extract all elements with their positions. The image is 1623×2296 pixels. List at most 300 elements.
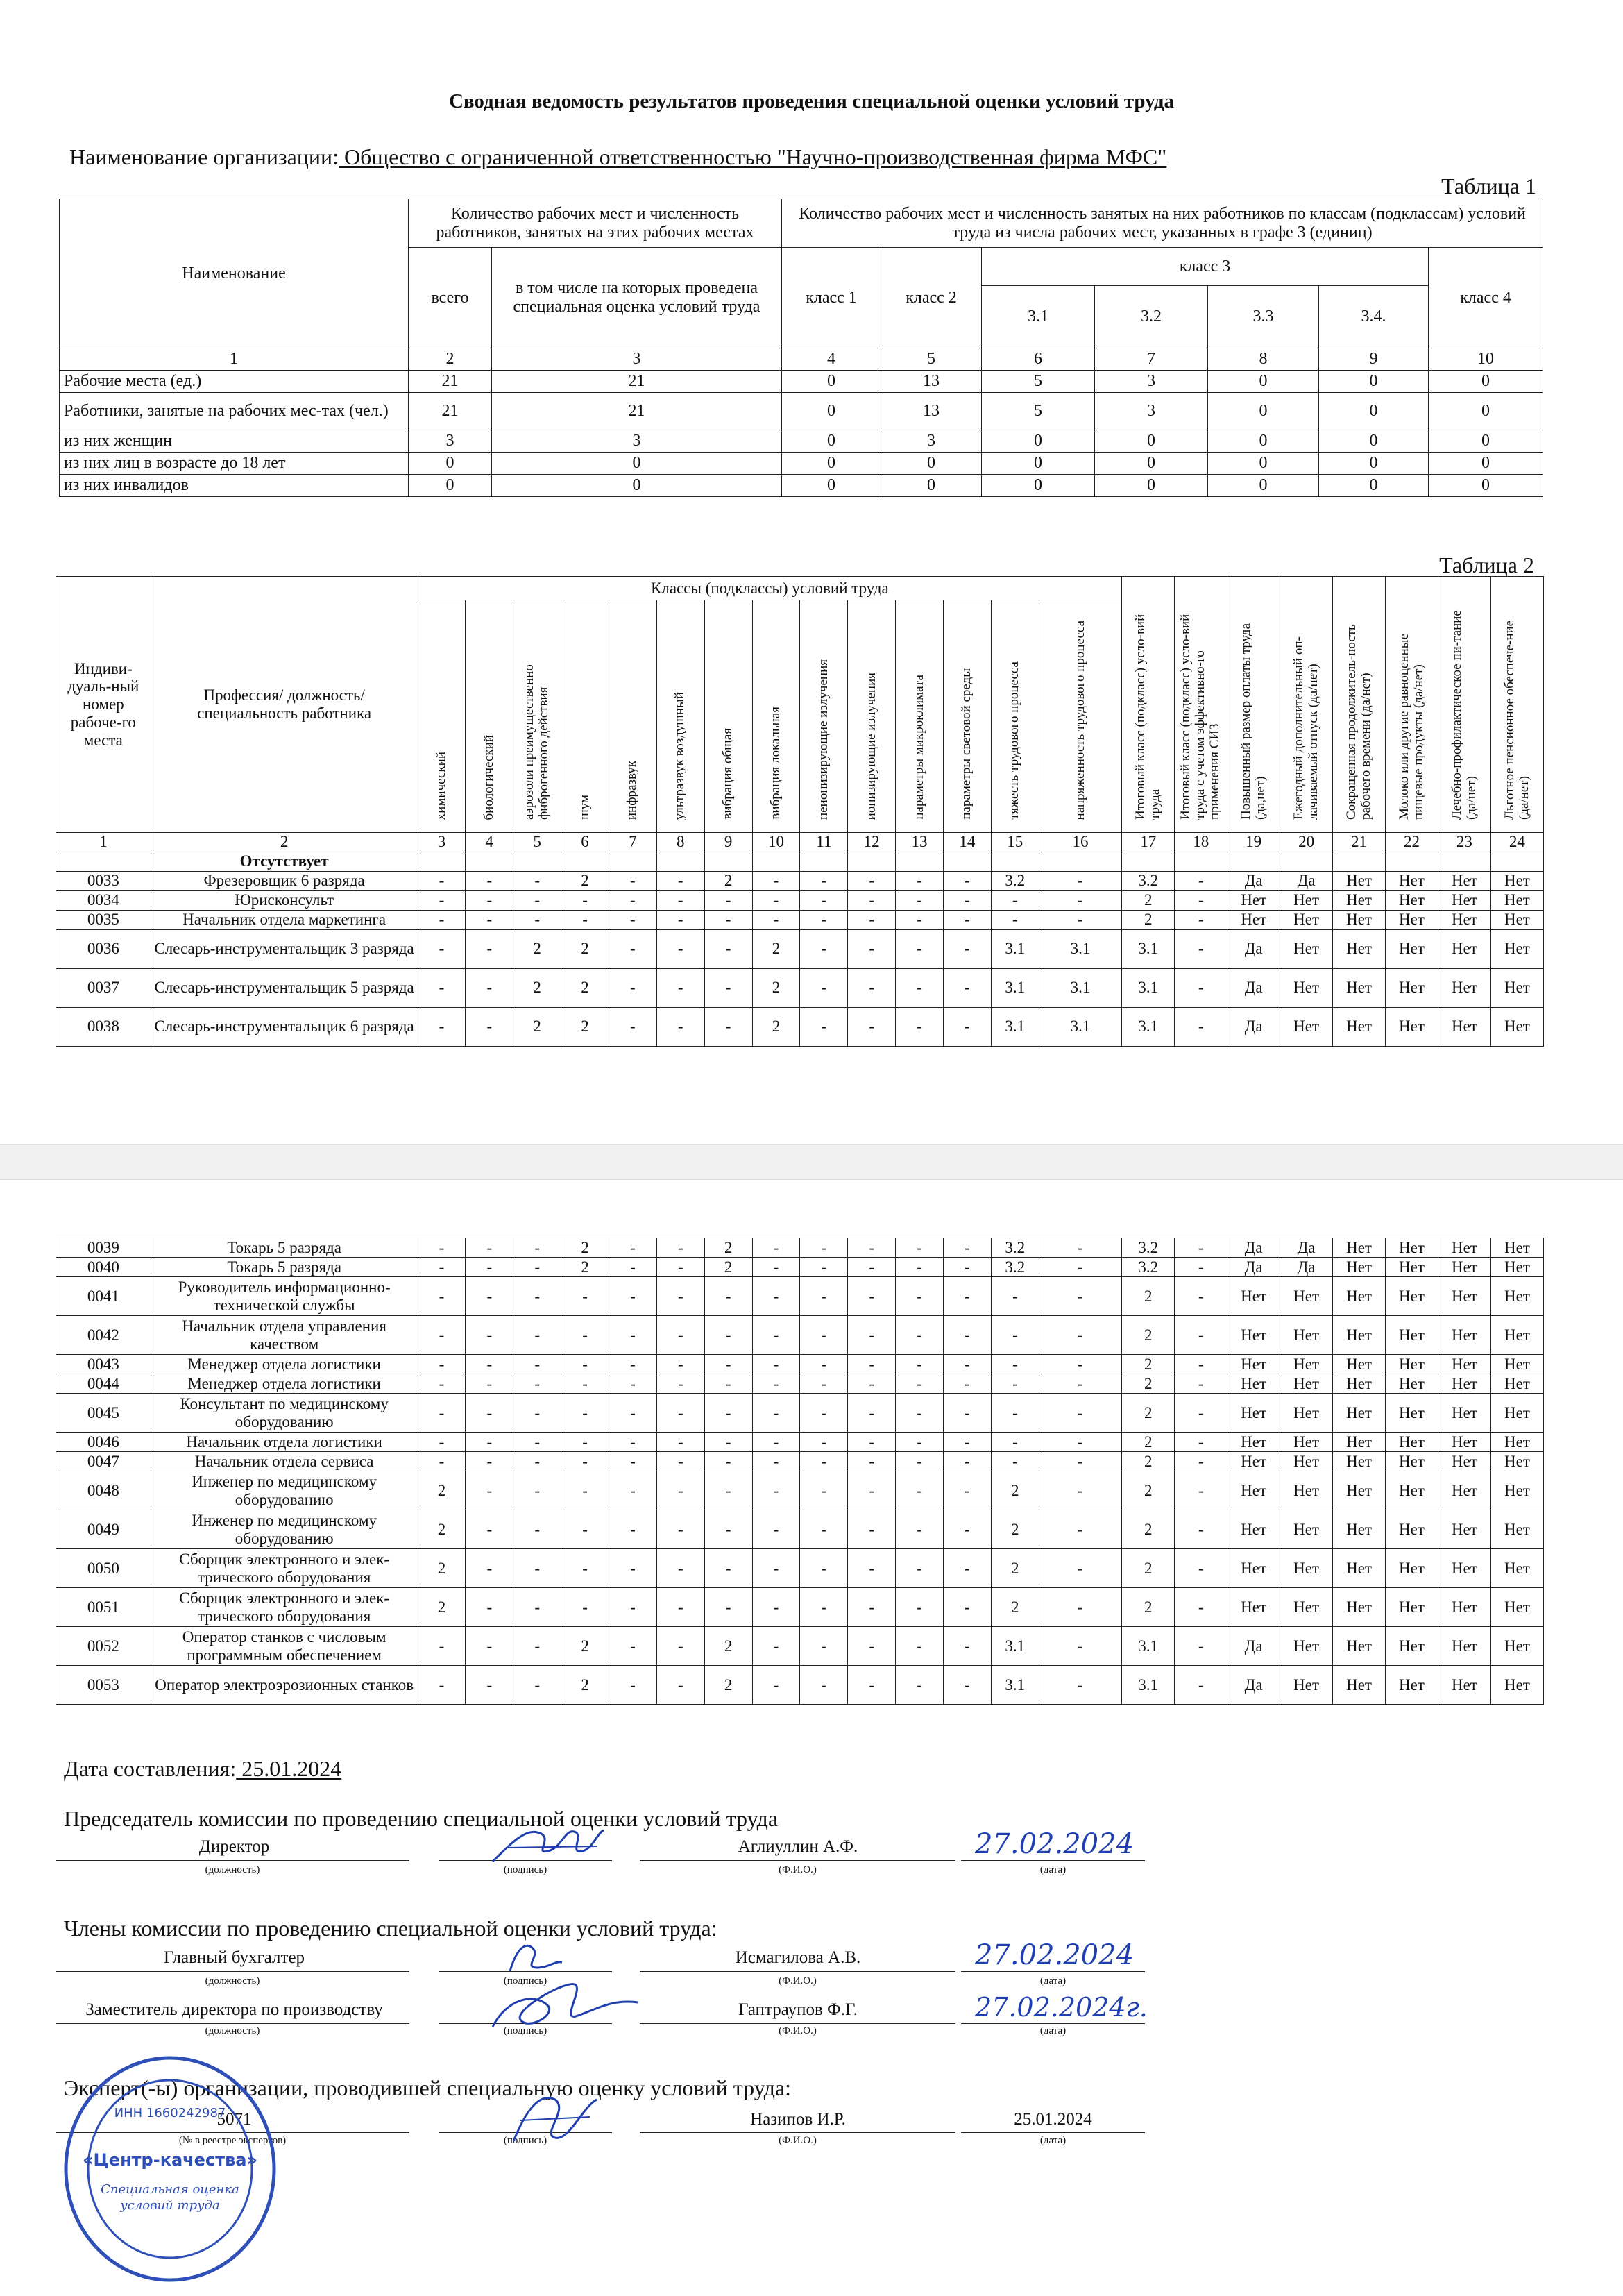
t2-cell: Нет — [1386, 1627, 1438, 1666]
t1-cell: 5 — [982, 393, 1095, 430]
t2-cell: 2 — [561, 1666, 609, 1705]
t2-cell: 3.2 — [991, 871, 1039, 890]
member2-position: Заместитель директора по производству — [85, 2000, 383, 2019]
t1-header-class2: класс 2 — [881, 248, 982, 348]
t2-cell: - — [513, 1316, 561, 1355]
t2-cell: - — [848, 1452, 896, 1471]
t2-cell: Да — [1227, 968, 1280, 1007]
t2-cell: - — [944, 1666, 992, 1705]
t2-cell: Начальник отдела маркетинга — [151, 910, 418, 929]
t2-cell: - — [704, 1588, 752, 1627]
t1-cell: Работники, занятые на рабочих мес-тах (чел.) — [60, 393, 409, 430]
t1-cell: 13 — [881, 371, 982, 393]
t2-cell: Нет — [1227, 1510, 1280, 1549]
t2-cell: 2 — [991, 1510, 1039, 1549]
t2-cell: - — [848, 1316, 896, 1355]
t2-cell: - — [800, 1549, 848, 1588]
t2-cell: - — [1175, 1374, 1227, 1394]
t2-cell: Нет — [1490, 1394, 1543, 1433]
t2-cell: - — [513, 910, 561, 929]
t2-cell: - — [609, 1433, 657, 1452]
t2-cell: - — [1039, 1510, 1122, 1549]
t2-cell: - — [848, 1510, 896, 1549]
t1-col-num: 8 — [1208, 348, 1319, 371]
t2-col-num: 6 — [561, 832, 609, 852]
t2-cell: - — [609, 1394, 657, 1433]
t2-cell: 3.1 — [1122, 1007, 1175, 1046]
t1-cell: 0 — [1208, 430, 1319, 453]
t2-cell: 2 — [991, 1549, 1039, 1588]
t2-cell: - — [944, 1433, 992, 1452]
t2-cell: Нет — [1386, 1588, 1438, 1627]
t2-cell: Нет — [1227, 1549, 1280, 1588]
t2-cell: 2 — [513, 929, 561, 968]
t1-cell: 0 — [782, 430, 881, 453]
t2-cell: - — [561, 1355, 609, 1374]
t2-cell: Нет — [1280, 890, 1333, 910]
t2-cell: - — [800, 1007, 848, 1046]
t2-cell: - — [1039, 1666, 1122, 1705]
t2-cell: - — [466, 1258, 513, 1277]
t1-cell: 21 — [492, 371, 782, 393]
t2-cell: - — [848, 1238, 896, 1258]
t2-cell: - — [800, 1355, 848, 1374]
t2-cell: - — [466, 1588, 513, 1627]
t2-cell: 2 — [1122, 1510, 1175, 1549]
t2-cell: - — [418, 929, 466, 968]
t2-cell: Нет — [1438, 1277, 1490, 1316]
t2-cell: 2 — [561, 1258, 609, 1277]
t2-cell: - — [896, 1510, 944, 1549]
t2-cell: - — [466, 1549, 513, 1588]
t1-cell: 0 — [1429, 430, 1543, 453]
t2-cell: - — [418, 890, 466, 910]
t2-cell: - — [1175, 1277, 1227, 1316]
t2-cell: Менеджер отдела логистики — [151, 1374, 418, 1394]
t2-cell: - — [466, 1316, 513, 1355]
t2-cell: Нет — [1438, 1007, 1490, 1046]
t2-cell: Нет — [1333, 1394, 1386, 1433]
t2-cell: - — [1175, 1316, 1227, 1355]
t2-cell: - — [609, 1277, 657, 1316]
t2-col-num: 9 — [704, 832, 752, 852]
t2-cell: - — [561, 1374, 609, 1394]
t2-col-num: 5 — [513, 832, 561, 852]
t2-cell: Нет — [1490, 890, 1543, 910]
t2-cell: - — [704, 1549, 752, 1588]
t2-cell: Нет — [1386, 1433, 1438, 1452]
t2-factor-header: параметры микроклимата — [896, 600, 944, 833]
t2-cell: - — [466, 1627, 513, 1666]
svg-text:«Центр-качества»: «Центр-качества» — [83, 2150, 257, 2170]
t2-col-num: 1 — [56, 832, 151, 852]
t2-factor-header: аэрозоли преимущественно фиброгенного действия — [513, 600, 561, 833]
t2-cell: Нет — [1490, 1277, 1543, 1316]
t2-cell: Да — [1227, 1627, 1280, 1666]
t2-cell: - — [513, 1471, 561, 1510]
t1-cell: 3 — [409, 430, 492, 453]
t2-col-num: 18 — [1175, 832, 1227, 852]
t1-cell: 21 — [409, 371, 492, 393]
t2-cell: 0038 — [56, 1007, 151, 1046]
t2-col-num: 14 — [943, 832, 991, 852]
t2-header-classes: Классы (подклассы) условий труда — [418, 577, 1122, 600]
t2-cell: 3.1 — [1122, 1627, 1175, 1666]
t2-cell: - — [1175, 1355, 1227, 1374]
t2-factor-header: тяжесть трудового процесса — [991, 600, 1039, 833]
document-title: Сводная ведомость результатов проведения специальной оценки условий труда — [448, 90, 1175, 112]
t2-cell: 3.2 — [991, 1258, 1039, 1277]
t2-col-num: 12 — [848, 832, 896, 852]
t2-cell: - — [991, 1355, 1039, 1374]
t1-header-classes: Количество рабочих мест и численность занятых на них работников по классам (подклассам) условий труда из числа рабочих мест, указанных в графе 3 (единиц) — [782, 199, 1543, 248]
t2-cell: - — [466, 871, 513, 890]
t1-cell: 21 — [492, 393, 782, 430]
t2-cell: 0041 — [56, 1277, 151, 1316]
t2-cell: - — [466, 890, 513, 910]
t2-cell: - — [609, 1316, 657, 1355]
caption-fio: (Ф.И.О.) — [779, 2025, 817, 2036]
t2-cell: Нет — [1227, 1316, 1280, 1355]
t2-col-num: 19 — [1227, 832, 1280, 852]
t1-body — [60, 348, 1543, 497]
t2-cell: 2 — [1122, 1277, 1175, 1316]
t2-cell: Нет — [1333, 1549, 1386, 1588]
t2-cell: - — [418, 1355, 466, 1374]
t2-cell: - — [561, 1588, 609, 1627]
t2-cell: 0052 — [56, 1627, 151, 1666]
t2-cell: - — [561, 1510, 609, 1549]
t2-cell: - — [656, 1258, 704, 1277]
t2-cell: Нет — [1438, 1433, 1490, 1452]
t2-cell: Нет — [1333, 1627, 1386, 1666]
caption-fio: (Ф.И.О.) — [779, 1864, 817, 1875]
t2-cell: - — [896, 1666, 944, 1705]
t2-cell: - — [800, 1316, 848, 1355]
t2-cell: - — [1175, 1452, 1227, 1471]
t2-cell: 2 — [1122, 1433, 1175, 1452]
t2-row — [56, 1510, 1544, 1549]
t1-col-num: 9 — [1319, 348, 1429, 371]
t2-cell: - — [656, 1316, 704, 1355]
t2-column-numbers — [56, 832, 1544, 852]
t2-cell: 0044 — [56, 1374, 151, 1394]
t2-cell: Нет — [1280, 1277, 1333, 1316]
t2-cell: - — [561, 1433, 609, 1452]
t2-cell: Токарь 5 разряда — [151, 1258, 418, 1277]
expert-signature — [500, 2079, 604, 2155]
t2-cell: - — [1175, 871, 1227, 890]
t2-cell: - — [656, 890, 704, 910]
t2-cell: - — [704, 1355, 752, 1374]
t1-col-num: 3 — [492, 348, 782, 371]
t2-cell: Да — [1280, 1258, 1333, 1277]
t2-cell: - — [800, 1627, 848, 1666]
t2-cell: - — [896, 1452, 944, 1471]
t1-col-num: 4 — [782, 348, 881, 371]
t2-cell: - — [561, 1316, 609, 1355]
t2-cell: Нет — [1386, 1549, 1438, 1588]
t2-cell: - — [1039, 871, 1122, 890]
t2-cell: Нет — [1333, 1374, 1386, 1394]
t2-factor-header: ионизирующие излучения — [848, 600, 896, 833]
t2-cell: Нет — [1438, 890, 1490, 910]
caption-position: (должность) — [205, 1864, 260, 1875]
t2-cell: Нет — [1385, 910, 1438, 929]
t2-cell: Нет — [1333, 1471, 1386, 1510]
t2-cell: - — [848, 910, 896, 929]
t2-cell: 0037 — [56, 968, 151, 1007]
t2-cell: - — [656, 1374, 704, 1394]
t2-cell: - — [800, 871, 848, 890]
t2-cell: Нет — [1385, 1007, 1438, 1046]
t2-cell: - — [704, 1452, 752, 1471]
t1-row — [60, 453, 1543, 475]
t2-cell: 3.1 — [1039, 1007, 1122, 1046]
t1-col-num: 1 — [60, 348, 409, 371]
caption-position: (должность) — [205, 2025, 260, 2036]
t2-cell: Нет — [1386, 1238, 1438, 1258]
t2-cell: - — [656, 1433, 704, 1452]
t2-col-num: 21 — [1333, 832, 1386, 852]
t1-col-num: 7 — [1095, 348, 1208, 371]
t2-cell: - — [1175, 1588, 1227, 1627]
t2-cell: Нет — [1490, 1471, 1543, 1510]
t2-cell: Да — [1227, 1258, 1280, 1277]
t2-cell: - — [418, 968, 466, 1007]
t2-cell: 3.1 — [1122, 1666, 1175, 1705]
t1-header-3-4: 3.4. — [1319, 286, 1429, 348]
organization-seal — [59, 2051, 281, 2287]
t2-cell: - — [848, 1666, 896, 1705]
t2-cell: 2 — [1122, 1588, 1175, 1627]
t2-cell: Нет — [1490, 1666, 1543, 1705]
t1-cell: 5 — [982, 371, 1095, 393]
t2-cell: Нет — [1227, 1471, 1280, 1510]
t2-cell: - — [513, 1433, 561, 1452]
t2-cell: - — [800, 1510, 848, 1549]
t1-cell: 0 — [1319, 453, 1429, 475]
t2-cell: - — [944, 1374, 992, 1394]
t2-cell: - — [848, 1007, 896, 1046]
t2-cell: Нет — [1333, 929, 1386, 968]
t1-row — [60, 430, 1543, 453]
t2-col-num: 8 — [656, 832, 704, 852]
t2-cell: - — [466, 1394, 513, 1433]
t2-cell: - — [656, 1007, 704, 1046]
t2-row — [56, 1238, 1544, 1258]
t2-cell: - — [1175, 929, 1227, 968]
t2-cell: Нет — [1333, 1433, 1386, 1452]
t2-cell: Нет — [1280, 929, 1333, 968]
t2-cell: Нет — [1227, 1374, 1280, 1394]
t2-cell: - — [848, 1355, 896, 1374]
t2-cell: - — [609, 1355, 657, 1374]
t2-cell: 2 — [752, 1007, 800, 1046]
t2-cell: Нет — [1438, 1666, 1490, 1705]
t1-cell: 0 — [492, 453, 782, 475]
t2-cell: - — [800, 890, 848, 910]
t2-cell: - — [896, 890, 944, 910]
t2-cell: - — [513, 1627, 561, 1666]
t2-cell: - — [466, 1452, 513, 1471]
date-value: 25.01.2024 — [236, 1756, 342, 1781]
t2-cell: - — [609, 1374, 657, 1394]
t2-cell: - — [704, 1510, 752, 1549]
t2-cell: - — [943, 929, 991, 968]
t1-header-3-1: 3.1 — [982, 286, 1095, 348]
t2-cell: Начальник отдела логистики — [151, 1433, 418, 1452]
t2-cell: - — [944, 1471, 992, 1510]
t1-cell: 0 — [782, 475, 881, 497]
t2-cell: - — [896, 1588, 944, 1627]
t2-cell: - — [1175, 1258, 1227, 1277]
t2-cell: Нет — [1227, 1277, 1280, 1316]
t2-cell: 0040 — [56, 1258, 151, 1277]
t1-header-name: Наименование — [60, 199, 409, 348]
t1-cell: 0 — [1319, 430, 1429, 453]
t2-cell: Нет — [1333, 1666, 1386, 1705]
t1-cell: 0 — [1208, 393, 1319, 430]
caption-expert-no: (№ в реестре экспертов) — [178, 2135, 287, 2146]
t2-cell: - — [513, 1394, 561, 1433]
t2-cell: - — [466, 1510, 513, 1549]
t2-cell: - — [704, 1007, 752, 1046]
t2-cell: - — [752, 1374, 800, 1394]
t2-cell: Менеджер отдела логистики — [151, 1355, 418, 1374]
t2-cell: - — [944, 1277, 992, 1316]
t2-cell: - — [418, 1666, 466, 1705]
t2-cell: Нет — [1438, 1316, 1490, 1355]
t2-cell: - — [848, 890, 896, 910]
caption-signature: (подпись) — [503, 2025, 547, 2036]
t2-cell: Нет — [1280, 968, 1333, 1007]
t2-cell: - — [896, 1007, 944, 1046]
t2-cell: Нет — [1227, 1588, 1280, 1627]
t2-cell: - — [418, 1452, 466, 1471]
t1-cell: 0 — [1319, 475, 1429, 497]
t2-cell: - — [609, 890, 656, 910]
t2-cell: - — [1039, 1316, 1122, 1355]
t2-cell: 2 — [991, 1588, 1039, 1627]
t2-cell: - — [1175, 890, 1227, 910]
t2-cell: - — [943, 1007, 991, 1046]
page-break — [0, 1144, 1623, 1180]
t2-cell: - — [609, 1471, 657, 1510]
t2-cell: Нет — [1280, 1510, 1333, 1549]
t2-row — [56, 1394, 1544, 1433]
t2-cell: - — [561, 890, 609, 910]
t2-cell: - — [1175, 1510, 1227, 1549]
t2-cell: - — [896, 1374, 944, 1394]
t2-cell: Слесарь-инструментальщик 5 разряда — [151, 968, 418, 1007]
t2-cell: - — [609, 871, 656, 890]
t2-cell: Нет — [1333, 1007, 1386, 1046]
t2-cell: - — [896, 1549, 944, 1588]
expert-registry-number: 5071 — [216, 2110, 252, 2129]
t2-cell: - — [609, 1588, 657, 1627]
t2-cell: - — [418, 1394, 466, 1433]
t2-cell: - — [848, 929, 896, 968]
t2-cell: - — [466, 1471, 513, 1510]
t2-cell: - — [800, 1277, 848, 1316]
t2-cell: - — [561, 1394, 609, 1433]
t2-cell: Нет — [1386, 1394, 1438, 1433]
t2-cell: Нет — [1333, 1238, 1386, 1258]
t2-row — [56, 1374, 1544, 1394]
t2-cell: - — [1175, 1433, 1227, 1452]
t2-cell: Нет — [1385, 968, 1438, 1007]
svg-text:ИНН 1660242987: ИНН 1660242987 — [114, 2106, 226, 2120]
t2-cell: - — [466, 929, 513, 968]
t1-cell: 3 — [492, 430, 782, 453]
t2-cell: Нет — [1227, 910, 1280, 929]
t2-cell: - — [704, 1433, 752, 1452]
t2-cell: Да — [1280, 871, 1333, 890]
t2-cell: Нет — [1385, 929, 1438, 968]
t2-cell: 0048 — [56, 1471, 151, 1510]
t2-cell: Нет — [1385, 871, 1438, 890]
t2-cell: Нет — [1386, 1452, 1438, 1471]
t1-cell: 0 — [782, 393, 881, 430]
expert-fio: Назипов И.Р. — [750, 2110, 846, 2129]
t2-cell: Нет — [1438, 929, 1490, 968]
t2-factor-header: инфразвук — [609, 600, 656, 833]
t2-cell: Нет — [1333, 1355, 1386, 1374]
t2-cell: - — [944, 1355, 992, 1374]
t2-cell: Нет — [1490, 968, 1543, 1007]
t2-cell: - — [848, 871, 896, 890]
t2-cell: - — [944, 1316, 992, 1355]
t2-cell: - — [561, 910, 609, 929]
t2-col-num: 13 — [896, 832, 944, 852]
chair-signature — [486, 1813, 611, 1875]
t2-cell: - — [704, 1374, 752, 1394]
t2-cell: Да — [1280, 1238, 1333, 1258]
t1-header-assessed: в том числе на которых проведена специальная оценка условий труда — [492, 248, 782, 348]
t2-cell: - — [800, 1666, 848, 1705]
t2-cell: Нет — [1280, 1452, 1333, 1471]
t2-cell: - — [1175, 1238, 1227, 1258]
t2-cell: Нет — [1386, 1316, 1438, 1355]
t2-cell: Нет — [1490, 929, 1543, 968]
t2-cell: Нет — [1438, 1238, 1490, 1258]
t2-cell: - — [848, 968, 896, 1007]
t1-cell: из них инвалидов — [60, 475, 409, 497]
t2-factor-header: напряженность трудового процесса — [1039, 600, 1122, 833]
t2-cell: - — [1039, 1238, 1122, 1258]
t2-header-extra-2: Итоговый класс (подкласс) усло-вий труда с учетом эффективно-го применения СИЗ — [1175, 577, 1227, 833]
t2-cell: Нет — [1227, 1394, 1280, 1433]
t2-cell: - — [1039, 1549, 1122, 1588]
t2-cell: Токарь 5 разряда — [151, 1238, 418, 1258]
t1-row — [60, 393, 1543, 430]
t2-cell: - — [848, 1471, 896, 1510]
t2-cell: - — [848, 1588, 896, 1627]
t2-cell: 0049 — [56, 1510, 151, 1549]
t1-cell: 0 — [1429, 393, 1543, 430]
t2-cell: - — [418, 910, 466, 929]
t1-cell: 0 — [1208, 475, 1319, 497]
t2-cell: Нет — [1438, 1471, 1490, 1510]
t2-cell: - — [896, 1277, 944, 1316]
t2-cell: - — [418, 1374, 466, 1394]
t2-cell: Нет — [1280, 1355, 1333, 1374]
t2-cell: Нет — [1490, 1316, 1543, 1355]
t2-cell: 2 — [1122, 890, 1175, 910]
caption-fio: (Ф.И.О.) — [779, 2135, 817, 2146]
t2-cell: - — [656, 1238, 704, 1258]
